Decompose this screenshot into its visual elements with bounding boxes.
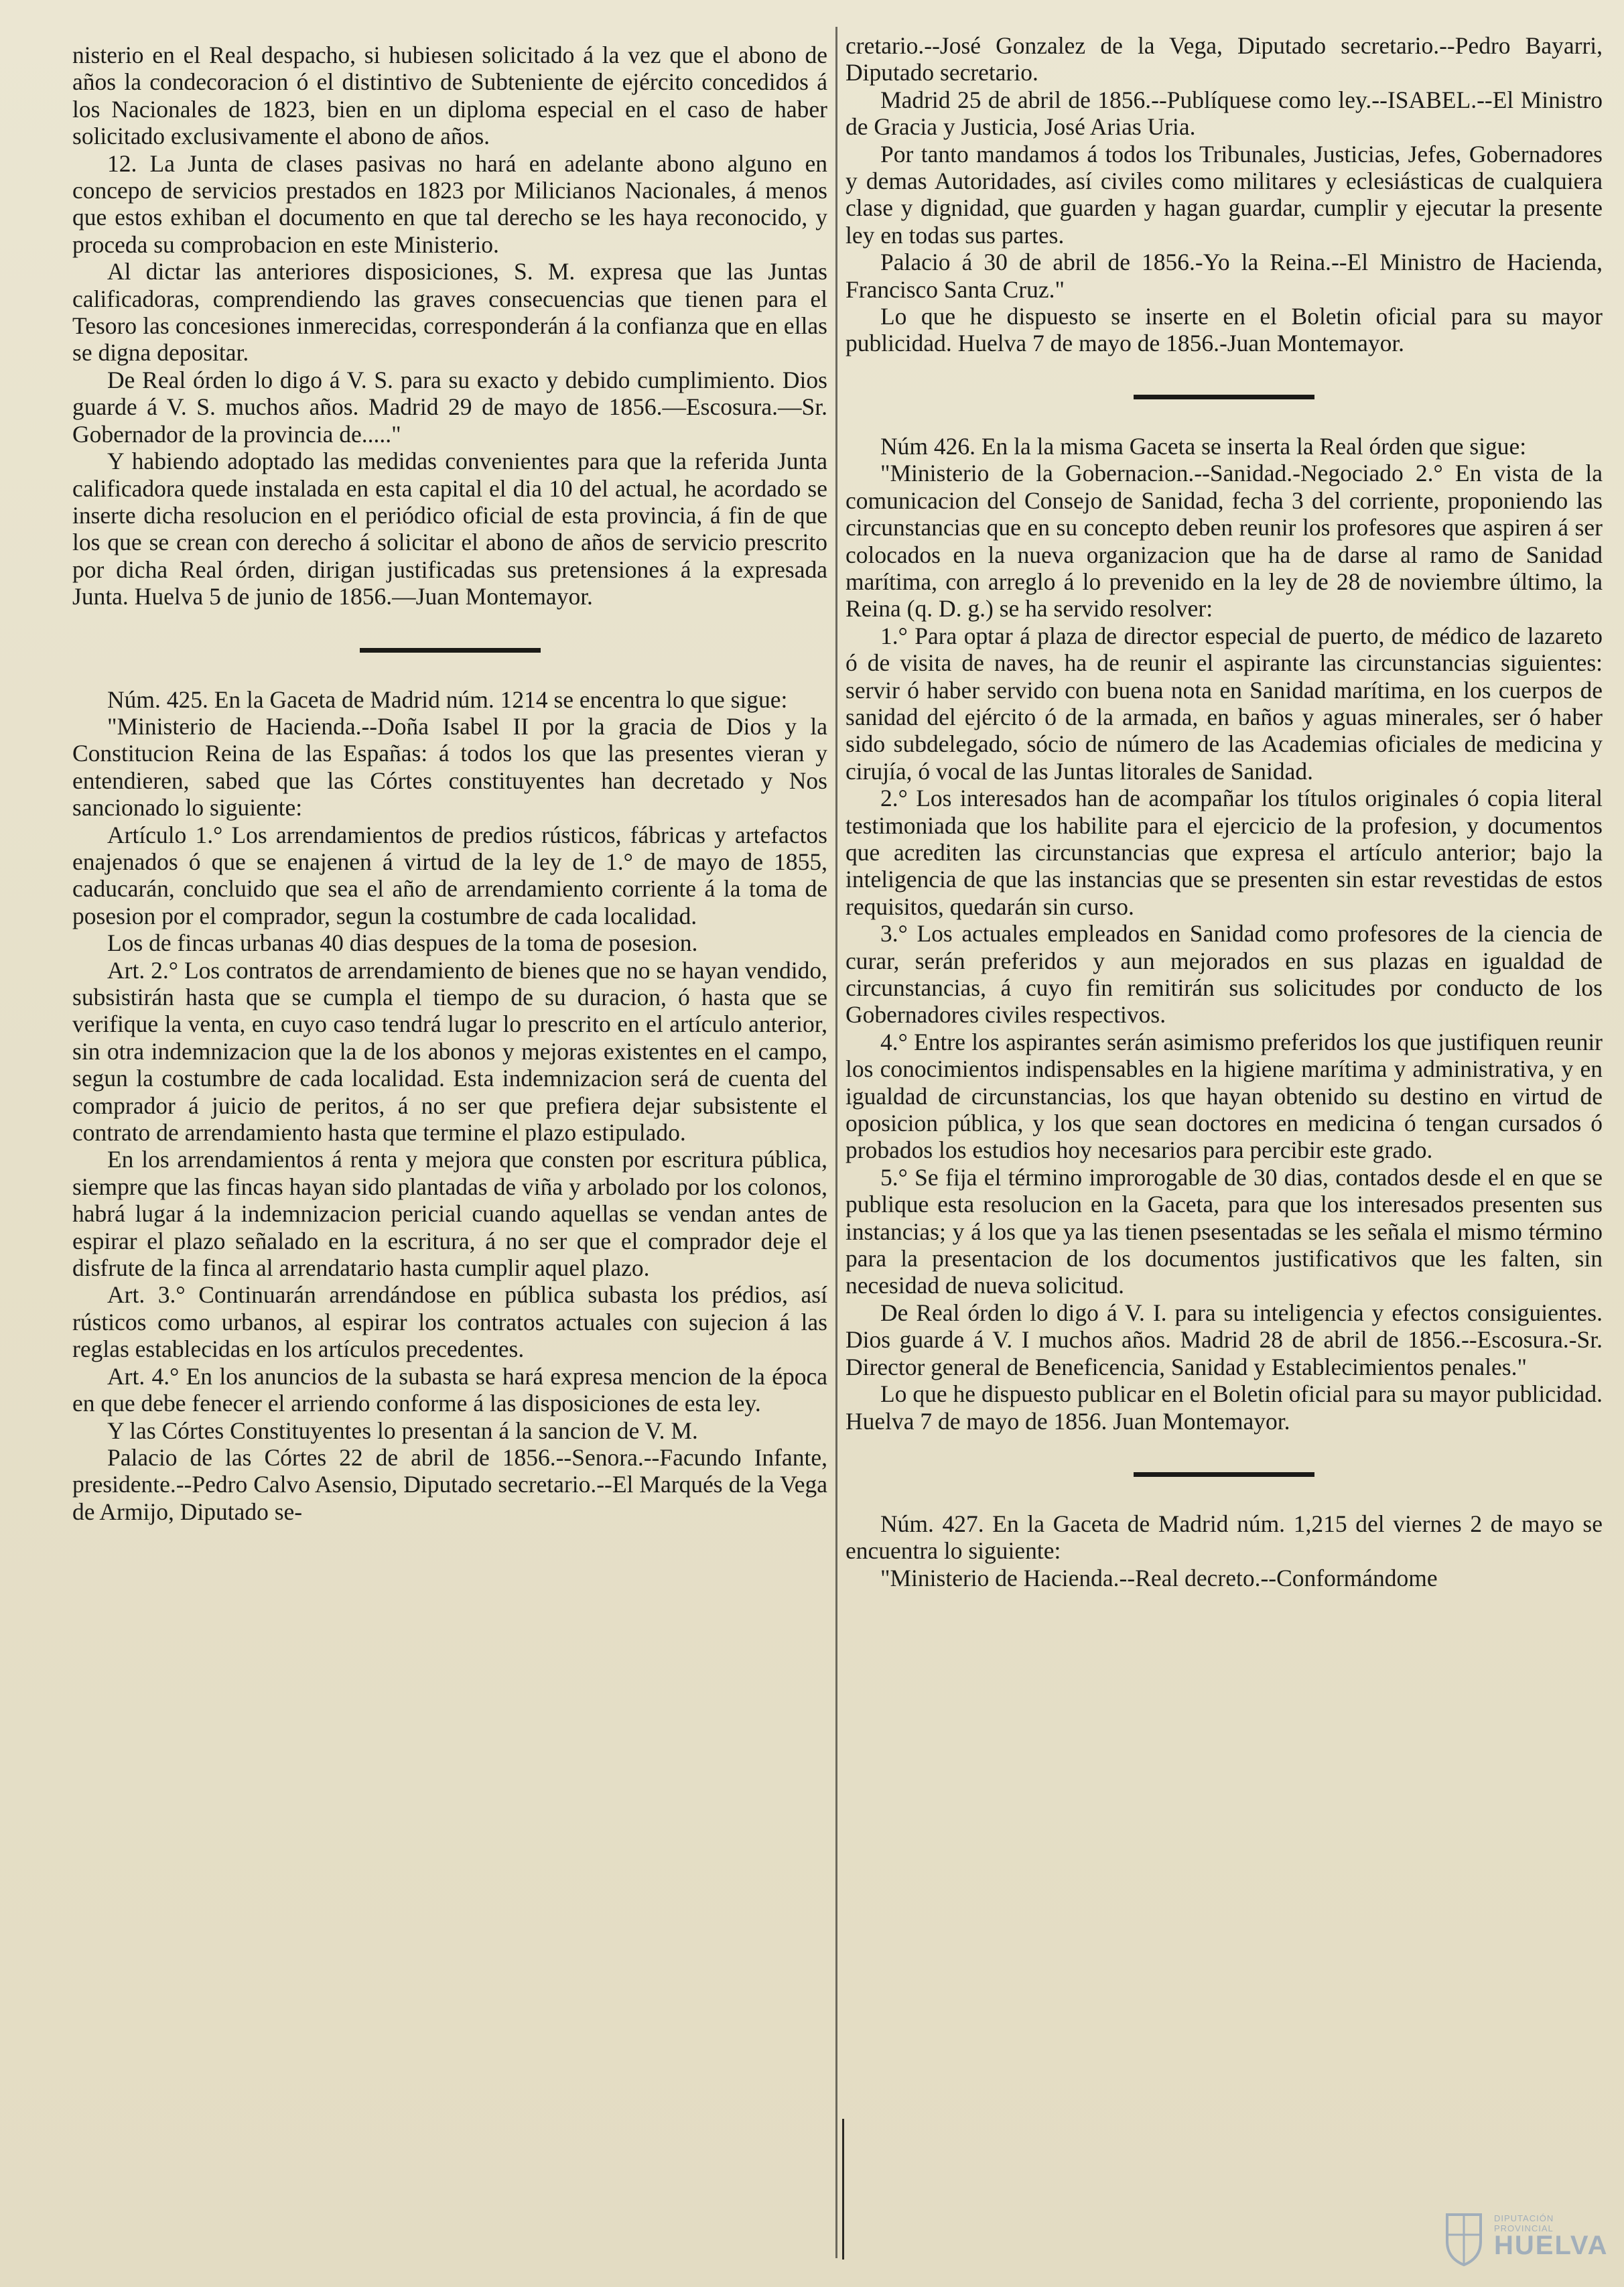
paragraph: "Ministerio de la Gobernacion.--Sanidad.-Negociado 2.° En vista de la comunicacion del Consejo de Sanidad, fecha 3 del corriente, proponiendo las circunstancias que en su concepto deben reunir los profesores que aspiren á ser colocados en la nueva organizacion que ha de darse al ramo de Sanidad marítima, con arreglo á lo prevenido en la ley de 28 de noviembre último, la Reina (q. D. g.) se ha servido resolver:	[845, 460, 1603, 623]
item-3: 3.° Los actuales empleados en Sanidad como profesores de la ciencia de curar, serán preferidos y aun mejorados en sus plazas en igualdad de circunstancias, á cuyo fin remitirán sus solicitudes por conducto de los Gobernadores civiles respectivos.	[845, 920, 1603, 1029]
paragraph: Madrid 25 de abril de 1856.--Publíquese como ley.--ISABEL.--El Ministro de Gracia y Justicia, José Arias Uria.	[845, 86, 1603, 141]
section-heading-426: Núm 426. En la la misma Gaceta se inserta la Real órden que sigue:	[880, 432, 1527, 460]
item-2: 2.° Los interesados han de acompañar los títulos originales ó copia literal testimoniada que los habilite para el ejercicio de la profesion, y documentos que acrediten las circunstancias que expresa el artículo anterior; bajo la inteligencia de que las instancias que se presenten sin estar revestidas de estos requisitos, quedarán sin curso.	[845, 785, 1603, 920]
paragraph: Palacio á 30 de abril de 1856.-Yo la Reina.--El Ministro de Hacienda, Francisco Santa Cruz."	[845, 249, 1603, 303]
archive-watermark	[1440, 2208, 1609, 2268]
paragraph: Por tanto mandamos á todos los Tribunales, Justicias, Jefes, Gobernadores y demas Autoridades, así civiles como militares y eclesiásticas de cualquiera clase y dignidad, que guarden y hagan guardar, cumplir y ejecutar la presente ley en todas sus partes.	[845, 140, 1603, 249]
item-5: 5.° Se fija el término improrogable de 30 dias, contados desde el en que se publique esta resolucion en la Gaceta, para que los interesados presenten sus instancias; y á los que ya las tienen psesentadas se les señala el mismo término para la presentacion de los documentos justificativos que les falten, sin necesidad de nueva solicitud.	[845, 1163, 1603, 1299]
coat-of-arms-icon	[1440, 2208, 1487, 2268]
paragraph: "Ministerio de Hacienda.--Real decreto.--Conformándome	[880, 1564, 1438, 1591]
article-3: Art. 3.° Continuarán arrendándose en pública subasta los prédios, así rústicos como urbanos, al espirar los contratos actuales con sujecion á las reglas establecidas en los artículos precedentes.	[72, 1281, 827, 1363]
watermark-subtitle: DIPUTACIÓN PROVINCIAL	[1494, 2213, 1554, 2233]
paragraph: Lo que he dispuesto se inserte en el Boletin oficial para su mayor publicidad. Huelva 7 de mayo de 1856.-Juan Montemayor.	[845, 303, 1603, 357]
paragraph: "Ministerio de Hacienda.--Doña Isabel II por la gracia de Dios y la Constitucion Reina de las Españas: á todos los que las presentes vieran y entendieren, sabed que las Córtes constituyentes han decretado y Nos sancionado lo siguiente:	[72, 712, 827, 822]
paragraph: Y las Córtes Constituyentes lo presentan á la sancion de V. M.	[107, 1417, 698, 1444]
paragraph: Los de fincas urbanas 40 dias despues de la toma de posesion.	[107, 929, 698, 957]
paragraph: En los arrendamientos á renta y mejora que consten por escritura pública, siempre que las fincas hayan sido plantadas de viña y arbolado por los colonos, habrá lugar á la indemnizacion pericial cuando aquellas se vendan antes de espirar el plazo señalado en la escritura, á no ser que el comprador deje el disfrute de la finca al arrendatario hasta cumplir aquel plazo.	[72, 1146, 827, 1282]
paragraph: De Real órden lo digo á V. I. para su inteligencia y efectos consiguientes. Dios guarde á V. I muchos años. Madrid 28 de abril de 1856.--Escosura.-Sr. Director general de Beneficencia, Sanidad y Establecimientos penales."	[845, 1299, 1603, 1380]
watermark-title: HUELVA	[1494, 2231, 1609, 2260]
column-divider-bottom	[842, 2119, 844, 2260]
left-column	[72, 42, 827, 1525]
paragraph: De Real órden lo digo á V. S. para su exacto y debido cumplimiento. Dios guarde á V. S. muchos años. Madrid 29 de mayo de 1856.—Escosura.—Sr. Gobernador de la provincia de....."	[72, 366, 827, 448]
paragraph: 12. La Junta de clases pasivas no hará en adelante abono alguno en concepo de servicios prestados en 1823 por Milicianos Nacionales, á menos que estos exhiban el documento en que tal derecho se les haya reconocido, y proceda su comprobacion en este Ministerio.	[72, 149, 827, 258]
paragraph: Al dictar las anteriores disposiciones, S. M. expresa que las Juntas calificadoras, comprendiendo las graves consecuencias que tienen para el Tesoro las concesiones inmerecidas, corresponderán á la confianza que en ellas se digna depositar.	[72, 258, 827, 367]
section-rule	[1134, 1472, 1314, 1477]
section-rule	[360, 648, 541, 653]
article-4: Art. 4.° En los anuncios de la subasta se hará expresa mencion de la época en que debe fenecer el arriendo conforme á las disposiciones de esta ley.	[72, 1362, 827, 1417]
paragraph: Lo que he dispuesto publicar en el Boletin oficial para su mayor publicidad. Huelva 7 de mayo de 1856. Juan Montemayor.	[845, 1380, 1603, 1435]
section-heading-425: Núm. 425. En la Gaceta de Madrid núm. 1214 se encentra lo que sigue:	[107, 685, 788, 713]
section-heading-427: Núm. 427. En la Gaceta de Madrid núm. 1,215 del viernes 2 de mayo se encuentra lo siguiente:	[845, 1510, 1603, 1565]
right-column	[845, 32, 1603, 1591]
item-1: 1.° Para optar á plaza de director especial de puerto, de médico de lazareto ó de visita de naves, ha de reunir el aspirante las circunstancias siguientes: servir ó haber servido con buena nota en Sanidad marítima, en los cuerpos de sanidad del ejército ó de la armada, en baños y aguas minerales, ser ó haber sido subdelegado, sócio de número de las Academias oficiales de medicina y cirujía, ó vocal de las Juntas litorales de Sanidad.	[845, 622, 1603, 785]
paragraph: nisterio en el Real despacho, si hubiesen solicitado á la vez que el abono de años la condecoracion ó el distintivo de Subteniente de ejército concedidos á los Nacionales de 1823, bien en un diploma especial en el caso de haber solicitado exclusivamente el abono de años.	[72, 42, 827, 150]
article-1: Artículo 1.° Los arrendamientos de predios rústicos, fábricas y artefactos enajenados ó que se enajenen á virtud de la ley de 1.° de mayo de 1855, caducarán, concluido que sea el año de arrendamiento corriente á la toma de posesion por el comprador, segun la costumbre de cada localidad.	[72, 821, 827, 929]
item-4: 4.° Entre los aspirantes serán asimismo preferidos los que justifiquen reunir los conocimientos indispensables en la higiene marítima y administrativa, y en igualdad de circunstancias, los que hayan obtenido su destino en virtud de oposicion pública, y los que sean doctores en medicina ó tengan cursados ó probados los estudios hoy necesarios para percibir este grado.	[845, 1028, 1603, 1164]
paragraph: Y habiendo adoptado las medidas convenientes para que la referida Junta calificadora quede instalada en esta capital el dia 10 del actual, he acordado se inserte dicha resolucion en el periódico oficial de esta provincia, á fin de que los que se crean con derecho á solicitar el abono de años de servicio prescrito por dicha Real órden, dirigan justificadas sus pretensiones á la expresada Junta. Huelva 5 de junio de 1856.—Juan Montemayor.	[72, 448, 827, 610]
column-divider	[835, 27, 837, 2258]
paragraph: Palacio de las Córtes 22 de abril de 1856.--Senora.--Facundo Infante, presidente.--Pedro Calvo Asensio, Diputado secretario.--El Marqués de la Vega de Armijo, Diputado se-	[72, 1443, 827, 1525]
article-2: Art. 2.° Los contratos de arrendamiento de bienes que no se hayan vendido, subsistirán hasta que se cumpla el tiempo de su duracion, ó hasta que se verifique la venta, en cuyo caso tendrá lugar lo prescrito en el artículo anterior, sin otra indemnizacion que la de los abonos y mejoras existentes en el campo, segun la costumbre de cada localidad. Esta indemnizacion será de cuenta del comprador á juicio de peritos, á no ser que prefiera dejar subsistente el contrato de arrendamiento hasta que termine el plazo estipulado.	[72, 956, 827, 1147]
section-rule	[1134, 395, 1314, 399]
paragraph: cretario.--José Gonzalez de la Vega, Diputado secretario.--Pedro Bayarri, Diputado secretario.	[845, 32, 1603, 86]
